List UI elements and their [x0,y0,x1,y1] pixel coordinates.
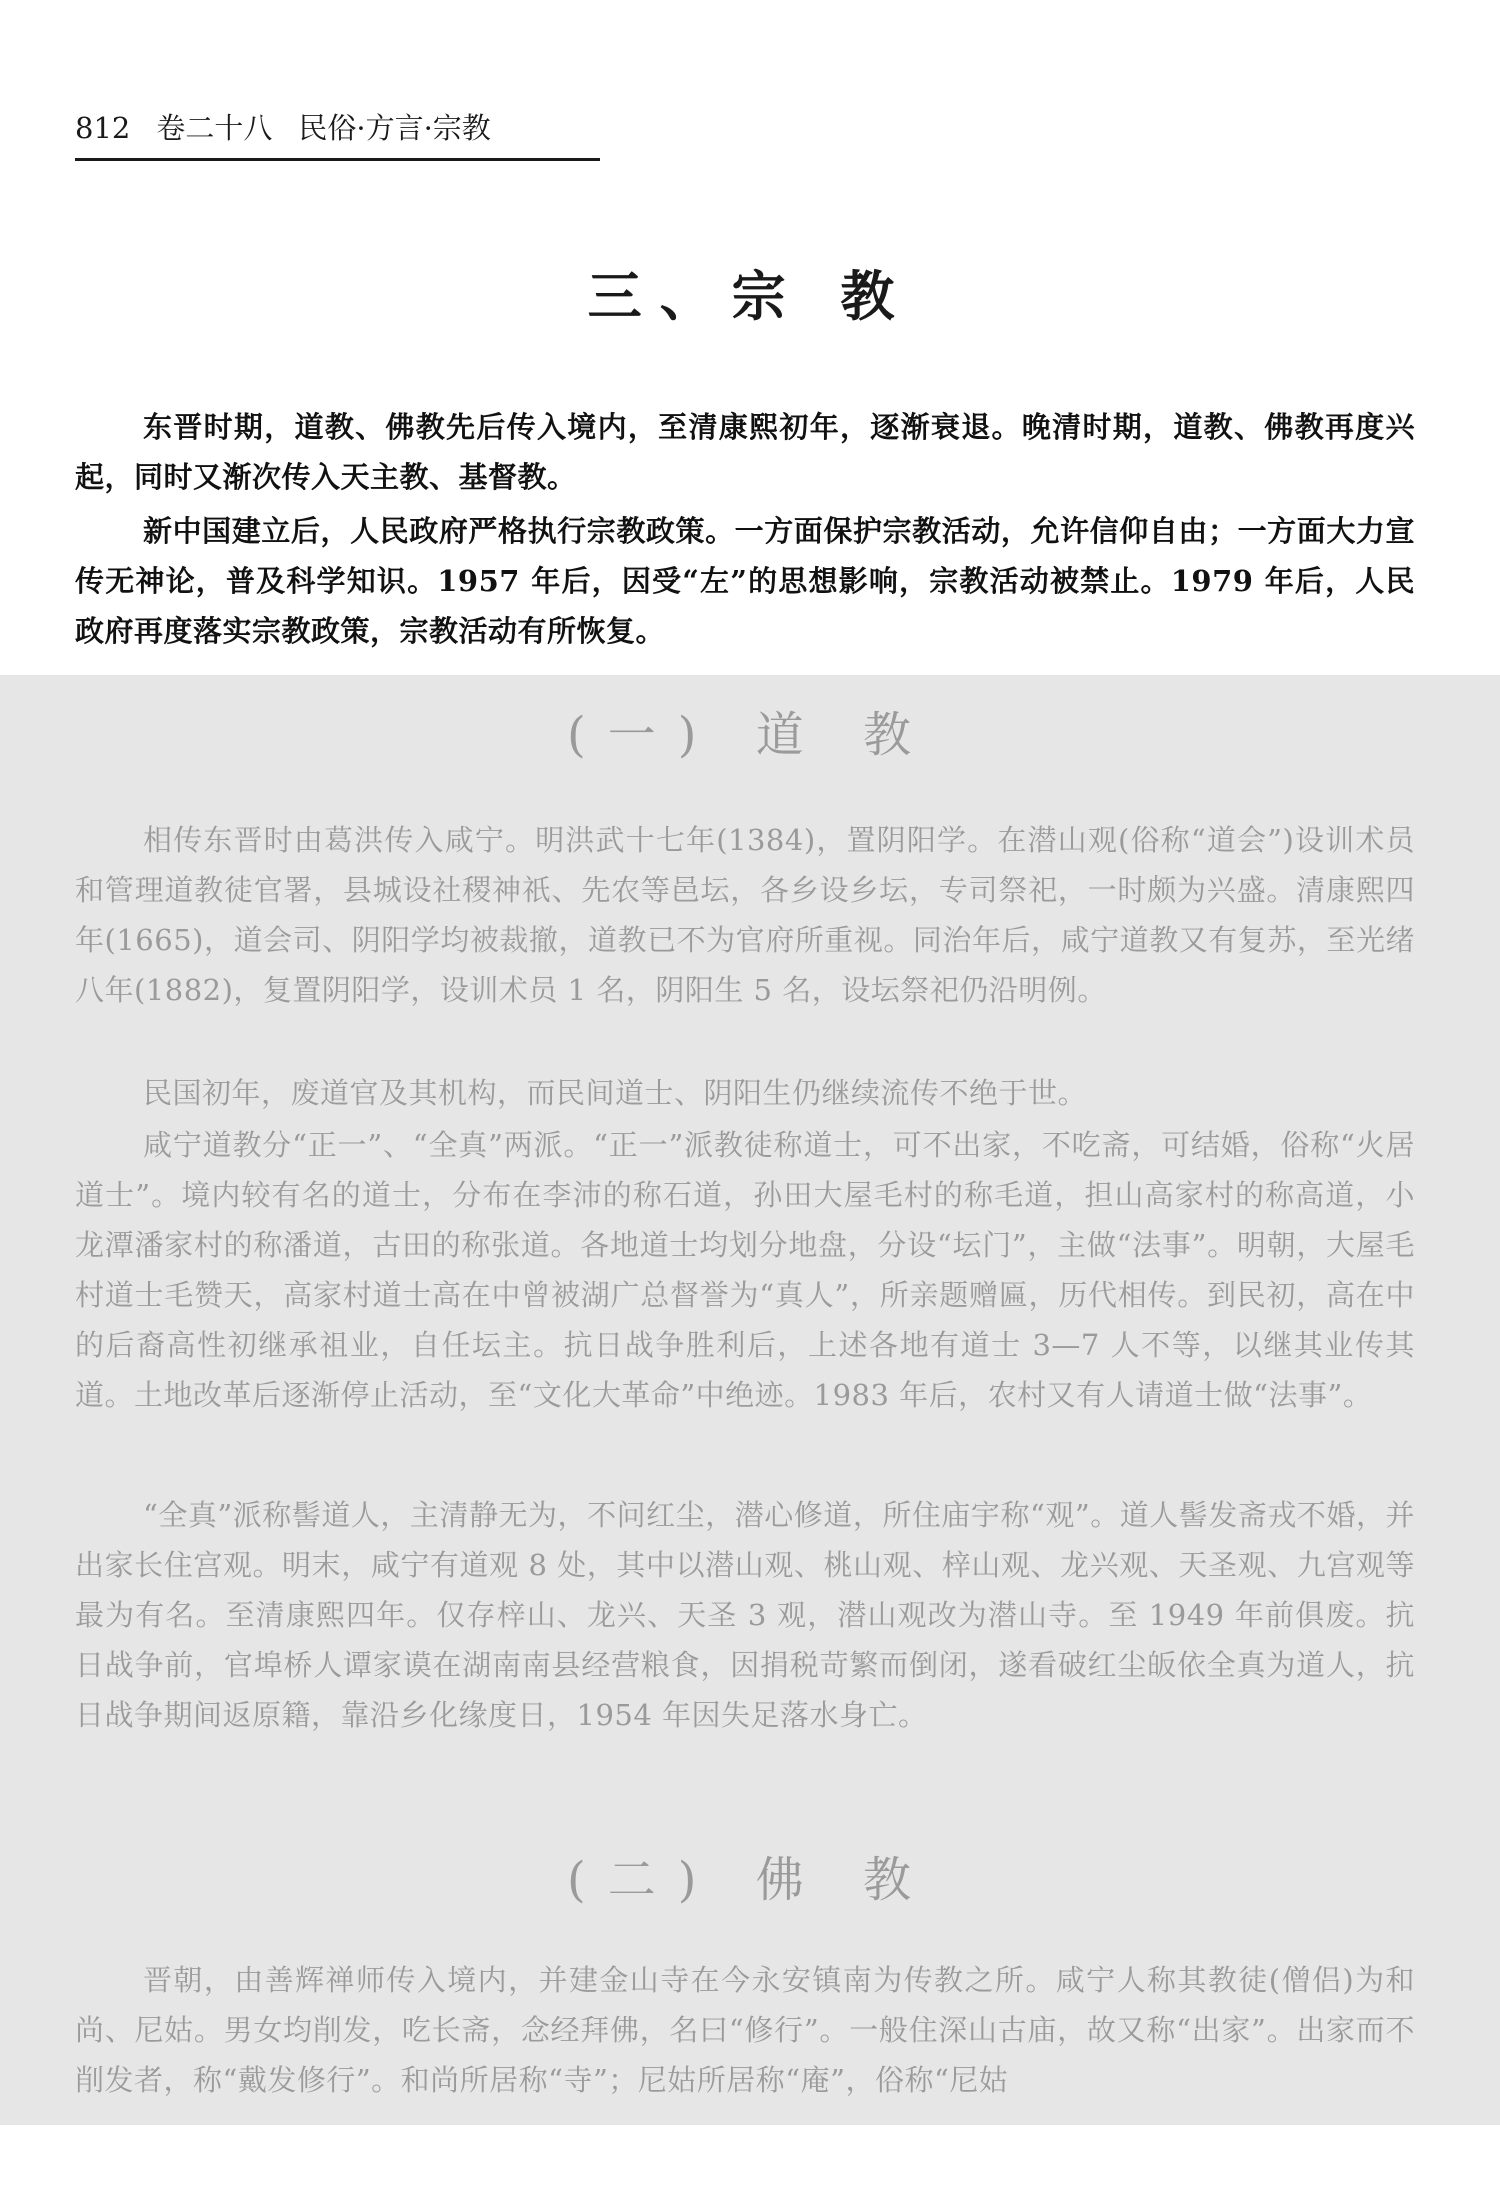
section-heading-buddhism: (二) 佛 教 [567,1852,933,1908]
chapter-title: 三、宗 教 [587,265,913,328]
section-heading-taoism: (一) 道 教 [567,707,933,763]
intro-paragraph: 东晋时期，道教、佛教先后传入境内，至清康熙初年，逐渐衰退。晚清时期，道教、佛教再度兴起，同时又渐次传入天主教、基督教。 [75,410,1415,494]
volume-label: 卷二十八 [156,111,273,145]
body-paragraph: 晋朝，由善辉禅师传入境内，并建金山寺在今永安镇南为传教之所。咸宁人称其教徒(僧侣)为和尚、尼姑。男女均削发，吃长斋，念经拜佛，名曰“修行”。一般住深山古庙，故又称“出家”。出家而不削发者，称“戴发修行”。和尚所居称“寺”；尼姑所居称“庵”，俗称“尼姑 [75,1963,1415,2097]
running-header [75,108,600,161]
section-path: 民俗·方言·宗教 [298,111,491,145]
body-paragraph: 咸宁道教分“正一”、“全真”两派。“正一”派教徒称道士，可不出家，不吃斋，可结婚，俗称“火居道士”。境内较有名的道士，分布在李沛的称石道，孙田大屋毛村的称毛道，担山高家村的称高道，小龙潭潘家村的称潘道，古田的称张道。各地道士均划分地盘，分设“坛门”，主做“法事”。明朝，大屋毛村道士毛赞天，高家村道士高在中曾被湖广总督誉为“真人”，所亲题赠匾，历代相传。到民初，高在中的后裔高性初继承祖业，自任坛主。抗日战争胜利后，上述各地有道士 3—7 人不等，以继其业传其道。土地改革后逐渐停止活动，至“文化大革命”中绝迹。1983 年后，农村又有人请道士做“法事”。 [75,1128,1415,1412]
body-paragraph: 民国初年，废道官及其机构，而民间道士、阴阳生仍继续流传不绝于世。 [143,1076,1088,1110]
body-paragraph: “全真”派称髻道人，主清静无为，不问红尘，潜心修道，所住庙宇称“观”。道人髻发斋戎不婚，并出家长住宫观。明末，咸宁有道观 8 处，其中以潜山观、桃山观、梓山观、龙兴观、天圣观、九宫观等最为有名。至清康熙四年。仅存梓山、龙兴、天圣 3 观，潜山观改为潜山寺。至 1949 年前俱废。抗日战争前，官埠桥人谭家谟在湖南南县经营粮食，因捐税苛繁而倒闭，遂看破红尘皈依全真为道人，抗日战争期间返原籍，靠沿乡化缘度日，1954 年因失足落水身亡。 [75,1498,1415,1732]
intro-paragraph: 新中国建立后，人民政府严格执行宗教政策。一方面保护宗教活动，允许信仰自由；一方面大力宣传无神论，普及科学知识。1957 年后，因受“左”的思想影响，宗教活动被禁止。1979 年后，人民政府再度落实宗教政策，宗教活动有所恢复。 [75,514,1415,648]
page-number: 812 [75,111,131,145]
body-paragraph: 相传东晋时由葛洪传入咸宁。明洪武十七年(1384)，置阴阳学。在潜山观(俗称“道会”)设训术员和管理道教徒官署，县城设社稷神祇、先农等邑坛，各乡设乡坛，专司祭祀，一时颇为兴盛。清康熙四年(1665)，道会司、阴阳学均被裁撤，道教已不为官府所重视。同治年后，咸宁道教又有复苏，至光绪八年(1882)，复置阴阳学，设训术员 1 名，阴阳生 5 名，设坛祭祀仍沿明例。 [75,823,1415,1007]
